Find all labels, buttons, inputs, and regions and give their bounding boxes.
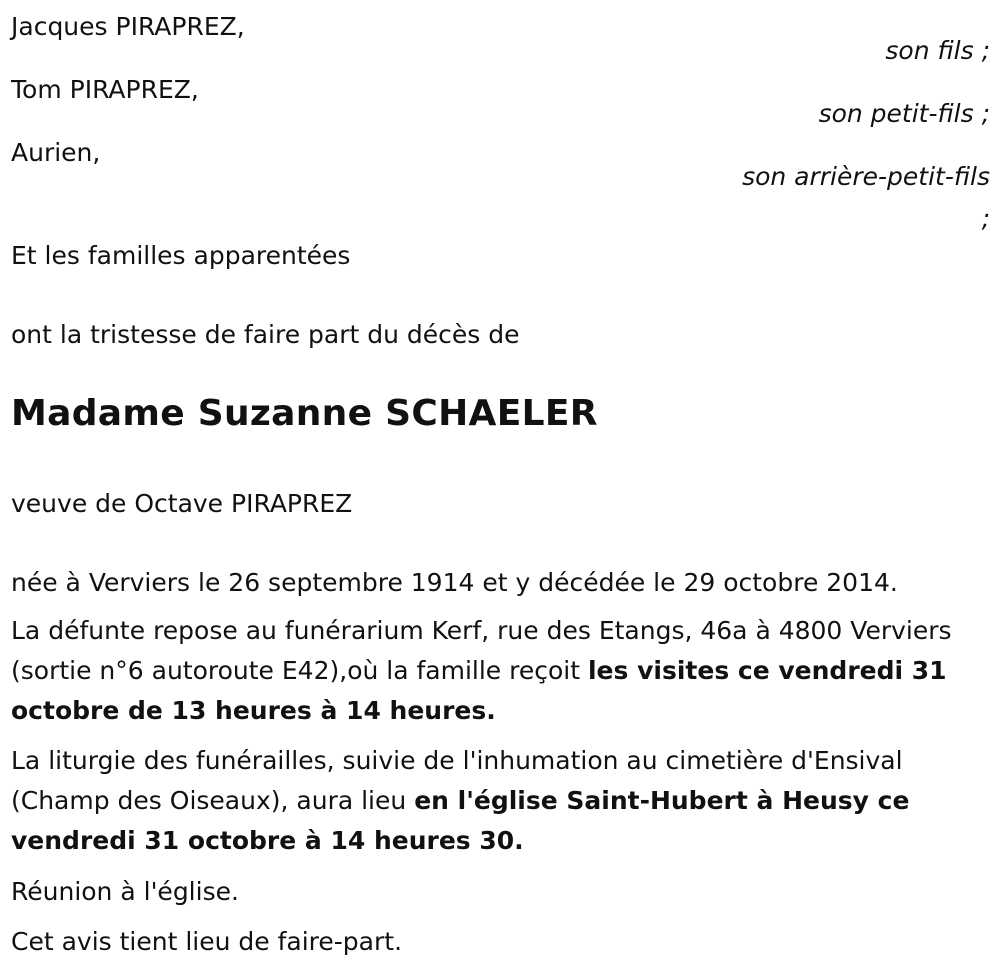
relative-name-1: Jacques PIRAPREZ,	[11, 12, 245, 41]
widow-of-line: veuve de Octave PIRAPREZ	[11, 489, 353, 518]
rest-place-paragraph	[11, 611, 971, 731]
relative-relation-3-cont: ;	[981, 204, 990, 233]
deceased-name: Madame Suzanne SCHAELER	[11, 393, 598, 434]
relative-relation-3: son arrière-petit-fils	[742, 162, 990, 191]
announcement-line: ont la tristesse de faire part du décès de	[11, 320, 520, 349]
liturgy-text: La liturgie des funérailles, suivie de l'inhumation au cimetière d'Ensival (Champ des Oiseaux), aura lieu	[11, 746, 903, 815]
relative-name-3: Aurien,	[11, 138, 101, 167]
meeting-line: Réunion à l'église.	[11, 877, 239, 906]
relative-relation-2: son petit-fils ;	[818, 99, 990, 128]
birth-death-line: née à Verviers le 26 septembre 1914 et y décédée le 29 octobre 2014.	[11, 568, 898, 597]
church-info: en l'église Saint-Hubert à Heusy ce vendredi 31 octobre à 14 heures 30.	[11, 786, 910, 855]
relative-name-2: Tom PIRAPREZ,	[11, 75, 199, 104]
visits-info: les visites ce vendredi 31 octobre de 13 heures à 14 heures.	[11, 656, 947, 725]
families-line: Et les familles apparentées	[11, 241, 351, 270]
liturgy-paragraph	[11, 741, 971, 861]
rest-place-text: La défunte repose au funérarium Kerf, rue des Etangs, 46a à 4800 Verviers (sortie n°6 autoroute E42),où la famille reçoit	[11, 616, 952, 685]
notice-line: Cet avis tient lieu de faire-part.	[11, 927, 403, 956]
relative-relation-1: son fils ;	[885, 36, 990, 65]
